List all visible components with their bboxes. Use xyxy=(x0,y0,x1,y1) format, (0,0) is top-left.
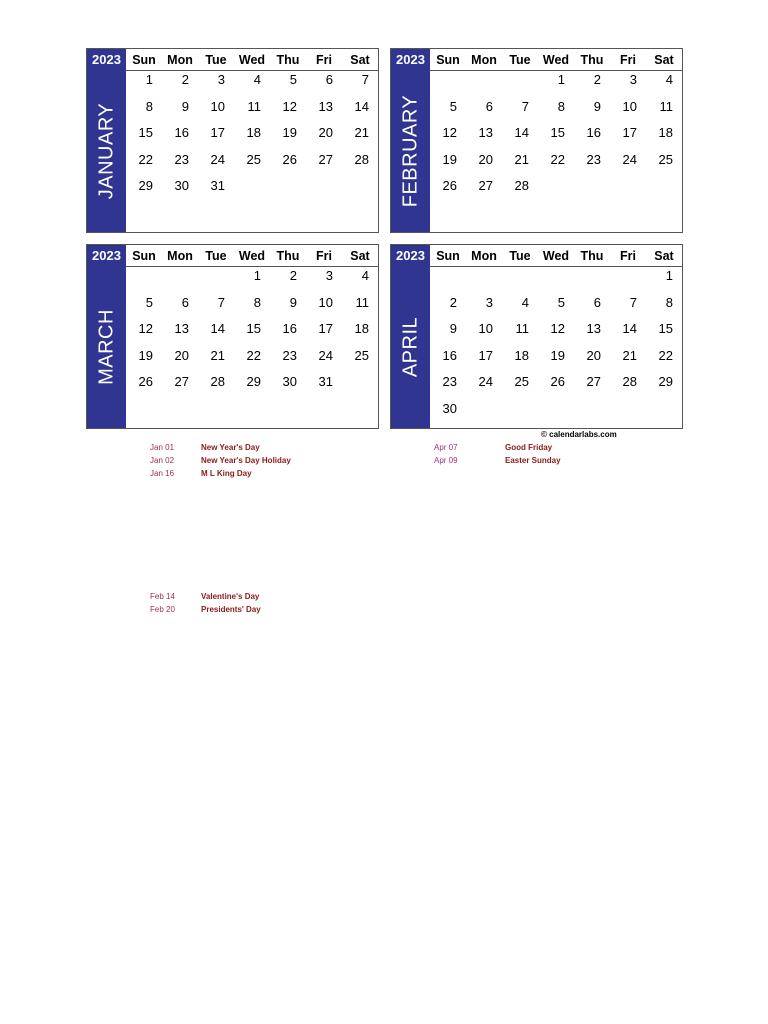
month-january xyxy=(86,48,379,233)
month-name: MARCH xyxy=(95,309,117,385)
year-label: 2023 xyxy=(87,245,126,266)
day-cell: 21 xyxy=(514,151,529,167)
empty-day-cell xyxy=(502,71,538,98)
day-cell: 14 xyxy=(354,98,369,114)
day-cell: 7 xyxy=(629,294,637,310)
weekday-label: Sun xyxy=(436,52,460,67)
day-cell: 30 xyxy=(282,374,297,389)
day-cell: 29 xyxy=(658,374,673,389)
day-cell: 27 xyxy=(318,151,333,167)
weekday-label: Sun xyxy=(132,52,156,67)
holiday-date: Jan 01 xyxy=(150,443,175,452)
day-cell: 13 xyxy=(586,321,601,336)
weekday-label: Sat xyxy=(654,248,674,263)
day-cell: 12 xyxy=(550,321,565,336)
day-cell: 25 xyxy=(246,151,261,167)
day-cell: 5 xyxy=(145,294,153,310)
empty-day-cell xyxy=(538,267,574,294)
day-cell: 13 xyxy=(318,98,333,114)
weekday-label: Fri xyxy=(316,52,332,67)
day-cell: 30 xyxy=(174,178,189,193)
day-cell: 6 xyxy=(181,294,189,310)
month-name: JANUARY xyxy=(95,102,117,200)
day-cell: 11 xyxy=(515,321,529,336)
day-cell: 20 xyxy=(318,125,333,140)
empty-day-cell xyxy=(574,267,610,294)
holiday-name: New Year's Day Holiday xyxy=(201,456,291,465)
day-cell: 15 xyxy=(246,321,261,336)
day-cell: 25 xyxy=(514,374,529,389)
day-cell: 5 xyxy=(557,294,565,310)
empty-day-cell xyxy=(466,71,502,98)
weekday-header xyxy=(430,49,682,71)
weekday-label: Fri xyxy=(316,248,332,263)
holiday-name: Valentine's Day xyxy=(201,592,260,601)
day-cell: 2 xyxy=(289,268,297,283)
empty-day-cell xyxy=(430,71,466,98)
month-band xyxy=(391,70,430,232)
day-cell: 24 xyxy=(318,347,333,363)
day-cell: 10 xyxy=(478,321,493,336)
holiday-name: M L King Day xyxy=(201,469,252,478)
day-cell: 16 xyxy=(174,125,189,140)
day-grid xyxy=(126,267,378,400)
day-cell: 23 xyxy=(282,347,297,363)
month-band xyxy=(391,266,430,428)
day-cell: 2 xyxy=(593,72,601,87)
day-cell: 21 xyxy=(354,125,369,140)
day-cell: 27 xyxy=(586,374,601,389)
day-cell: 22 xyxy=(246,347,261,363)
day-cell: 7 xyxy=(521,98,529,114)
day-cell: 21 xyxy=(210,347,225,363)
weekday-label: Tue xyxy=(509,52,531,67)
weekday-label: Tue xyxy=(205,248,227,263)
day-cell: 1 xyxy=(145,72,153,87)
day-cell: 8 xyxy=(665,294,673,310)
weekday-label: Thu xyxy=(580,248,604,263)
day-cell: 20 xyxy=(174,347,189,363)
weekday-label: Thu xyxy=(276,52,300,67)
copyright-text: © calendarlabs.com xyxy=(541,430,617,439)
day-cell: 10 xyxy=(210,98,225,114)
empty-day-cell xyxy=(126,267,162,294)
holiday-name: Presidents' Day xyxy=(201,605,261,614)
day-cell: 12 xyxy=(282,98,297,114)
weekday-label: Mon xyxy=(167,52,193,67)
weekday-label: Sun xyxy=(132,248,156,263)
day-cell: 6 xyxy=(593,294,601,310)
day-cell: 15 xyxy=(550,125,565,140)
day-cell: 14 xyxy=(622,321,637,336)
holiday-name: New Year's Day xyxy=(201,443,260,452)
day-cell: 20 xyxy=(586,347,601,363)
day-cell: 8 xyxy=(145,98,153,114)
day-cell: 5 xyxy=(449,98,457,114)
day-cell: 17 xyxy=(318,321,333,336)
day-cell: 26 xyxy=(442,178,457,193)
day-cell: 17 xyxy=(478,347,493,363)
weekday-label: Fri xyxy=(620,52,636,67)
day-cell: 27 xyxy=(174,374,189,389)
year-label: 2023 xyxy=(391,49,430,70)
day-cell: 22 xyxy=(550,151,565,167)
month-april xyxy=(390,244,683,429)
day-cell: 22 xyxy=(138,151,153,167)
day-cell: 20 xyxy=(478,151,493,167)
day-cell: 4 xyxy=(361,268,369,283)
day-cell: 4 xyxy=(521,294,529,310)
day-cell: 2 xyxy=(181,72,189,87)
weekday-label: Tue xyxy=(509,248,531,263)
weekday-label: Wed xyxy=(238,248,266,263)
day-cell: 11 xyxy=(247,98,261,114)
holiday-date: Apr 09 xyxy=(434,456,458,465)
day-cell: 1 xyxy=(665,268,673,283)
holiday-date: Apr 07 xyxy=(434,443,458,452)
holiday-name: Good Friday xyxy=(505,443,553,452)
day-cell: 11 xyxy=(355,294,369,310)
day-cell: 19 xyxy=(282,125,297,140)
day-cell: 13 xyxy=(478,125,493,140)
day-cell: 23 xyxy=(442,374,457,389)
day-cell: 4 xyxy=(253,72,261,87)
weekday-label: Fri xyxy=(620,248,636,263)
weekday-header xyxy=(430,245,682,267)
holiday-name: Easter Sunday xyxy=(505,456,561,465)
day-cell: 28 xyxy=(210,374,225,389)
day-cell: 9 xyxy=(181,98,189,114)
day-cell: 28 xyxy=(354,151,369,167)
day-cell: 1 xyxy=(557,72,565,87)
month-february xyxy=(390,48,683,233)
day-cell: 3 xyxy=(629,72,637,87)
day-cell: 9 xyxy=(289,294,297,310)
day-cell: 28 xyxy=(622,374,637,389)
month-name: FEBRUARY xyxy=(399,94,421,208)
day-cell: 1 xyxy=(253,268,261,283)
day-grid xyxy=(430,267,682,426)
day-cell: 3 xyxy=(217,72,225,87)
empty-day-cell xyxy=(198,267,234,294)
day-cell: 12 xyxy=(442,125,457,140)
day-grid xyxy=(126,71,378,204)
day-cell: 31 xyxy=(210,178,225,193)
day-cell: 23 xyxy=(586,151,601,167)
day-cell: 6 xyxy=(325,72,333,87)
day-cell: 25 xyxy=(658,151,673,167)
weekday-label: Wed xyxy=(542,248,570,263)
empty-day-cell xyxy=(610,267,646,294)
day-cell: 8 xyxy=(253,294,261,310)
weekday-label: Wed xyxy=(542,52,570,67)
day-cell: 14 xyxy=(210,321,225,336)
weekday-header xyxy=(126,245,378,267)
day-cell: 21 xyxy=(622,347,637,363)
empty-day-cell xyxy=(502,267,538,294)
day-cell: 19 xyxy=(550,347,565,363)
day-cell: 6 xyxy=(485,98,493,114)
day-cell: 2 xyxy=(449,294,457,310)
weekday-label: Tue xyxy=(205,52,227,67)
year-label: 2023 xyxy=(87,49,126,70)
day-cell: 22 xyxy=(658,347,673,363)
empty-day-cell xyxy=(430,267,466,294)
holiday-date: Jan 02 xyxy=(150,456,175,465)
day-cell: 24 xyxy=(210,151,225,167)
day-cell: 18 xyxy=(354,321,369,336)
day-cell: 24 xyxy=(622,151,637,167)
weekday-label: Sat xyxy=(350,248,370,263)
day-cell: 17 xyxy=(622,125,637,140)
day-cell: 25 xyxy=(354,347,369,363)
day-cell: 8 xyxy=(557,98,565,114)
day-cell: 18 xyxy=(514,347,529,363)
day-cell: 5 xyxy=(289,72,297,87)
day-cell: 10 xyxy=(622,98,637,114)
day-cell: 16 xyxy=(586,125,601,140)
day-cell: 12 xyxy=(138,321,153,336)
month-band xyxy=(87,70,126,232)
weekday-label: Mon xyxy=(167,248,193,263)
year-label: 2023 xyxy=(391,245,430,266)
day-cell: 24 xyxy=(478,374,493,389)
day-cell: 18 xyxy=(246,125,261,140)
holiday-date: Feb 14 xyxy=(150,592,175,601)
weekday-label: Sun xyxy=(436,248,460,263)
month-march xyxy=(86,244,379,429)
day-cell: 7 xyxy=(361,72,369,87)
day-cell: 3 xyxy=(325,268,333,283)
weekday-header xyxy=(126,49,378,71)
empty-day-cell xyxy=(162,267,198,294)
weekday-label: Mon xyxy=(471,52,497,67)
day-cell: 16 xyxy=(442,347,457,363)
month-band xyxy=(87,266,126,428)
day-cell: 19 xyxy=(442,151,457,167)
day-cell: 10 xyxy=(318,294,333,310)
weekday-label: Thu xyxy=(580,52,604,67)
weekday-label: Sat xyxy=(350,52,370,67)
weekday-label: Thu xyxy=(276,248,300,263)
weekday-label: Sat xyxy=(654,52,674,67)
day-cell: 3 xyxy=(485,294,493,310)
day-cell: 11 xyxy=(659,98,673,114)
empty-day-cell xyxy=(466,267,502,294)
day-cell: 26 xyxy=(282,151,297,167)
day-cell: 18 xyxy=(658,125,673,140)
day-cell: 19 xyxy=(138,347,153,363)
day-cell: 26 xyxy=(138,374,153,389)
day-cell: 16 xyxy=(282,321,297,336)
holiday-date: Jan 16 xyxy=(150,469,175,478)
day-cell: 9 xyxy=(449,321,457,336)
day-cell: 15 xyxy=(658,321,673,336)
day-cell: 23 xyxy=(174,151,189,167)
day-cell: 7 xyxy=(217,294,225,310)
day-cell: 17 xyxy=(210,125,225,140)
day-cell: 15 xyxy=(138,125,153,140)
day-cell: 31 xyxy=(318,374,333,389)
day-cell: 9 xyxy=(593,98,601,114)
holiday-date: Feb 20 xyxy=(150,605,175,614)
weekday-label: Mon xyxy=(471,248,497,263)
day-cell: 30 xyxy=(442,400,457,416)
day-cell: 4 xyxy=(665,72,673,87)
day-cell: 29 xyxy=(246,374,261,389)
day-cell: 29 xyxy=(138,178,153,193)
month-name: APRIL xyxy=(399,316,421,378)
day-cell: 27 xyxy=(478,178,493,193)
day-cell: 13 xyxy=(174,321,189,336)
day-cell: 28 xyxy=(514,178,529,193)
day-cell: 14 xyxy=(514,125,529,140)
weekday-label: Wed xyxy=(238,52,266,67)
day-cell: 26 xyxy=(550,374,565,389)
day-grid xyxy=(430,71,682,204)
